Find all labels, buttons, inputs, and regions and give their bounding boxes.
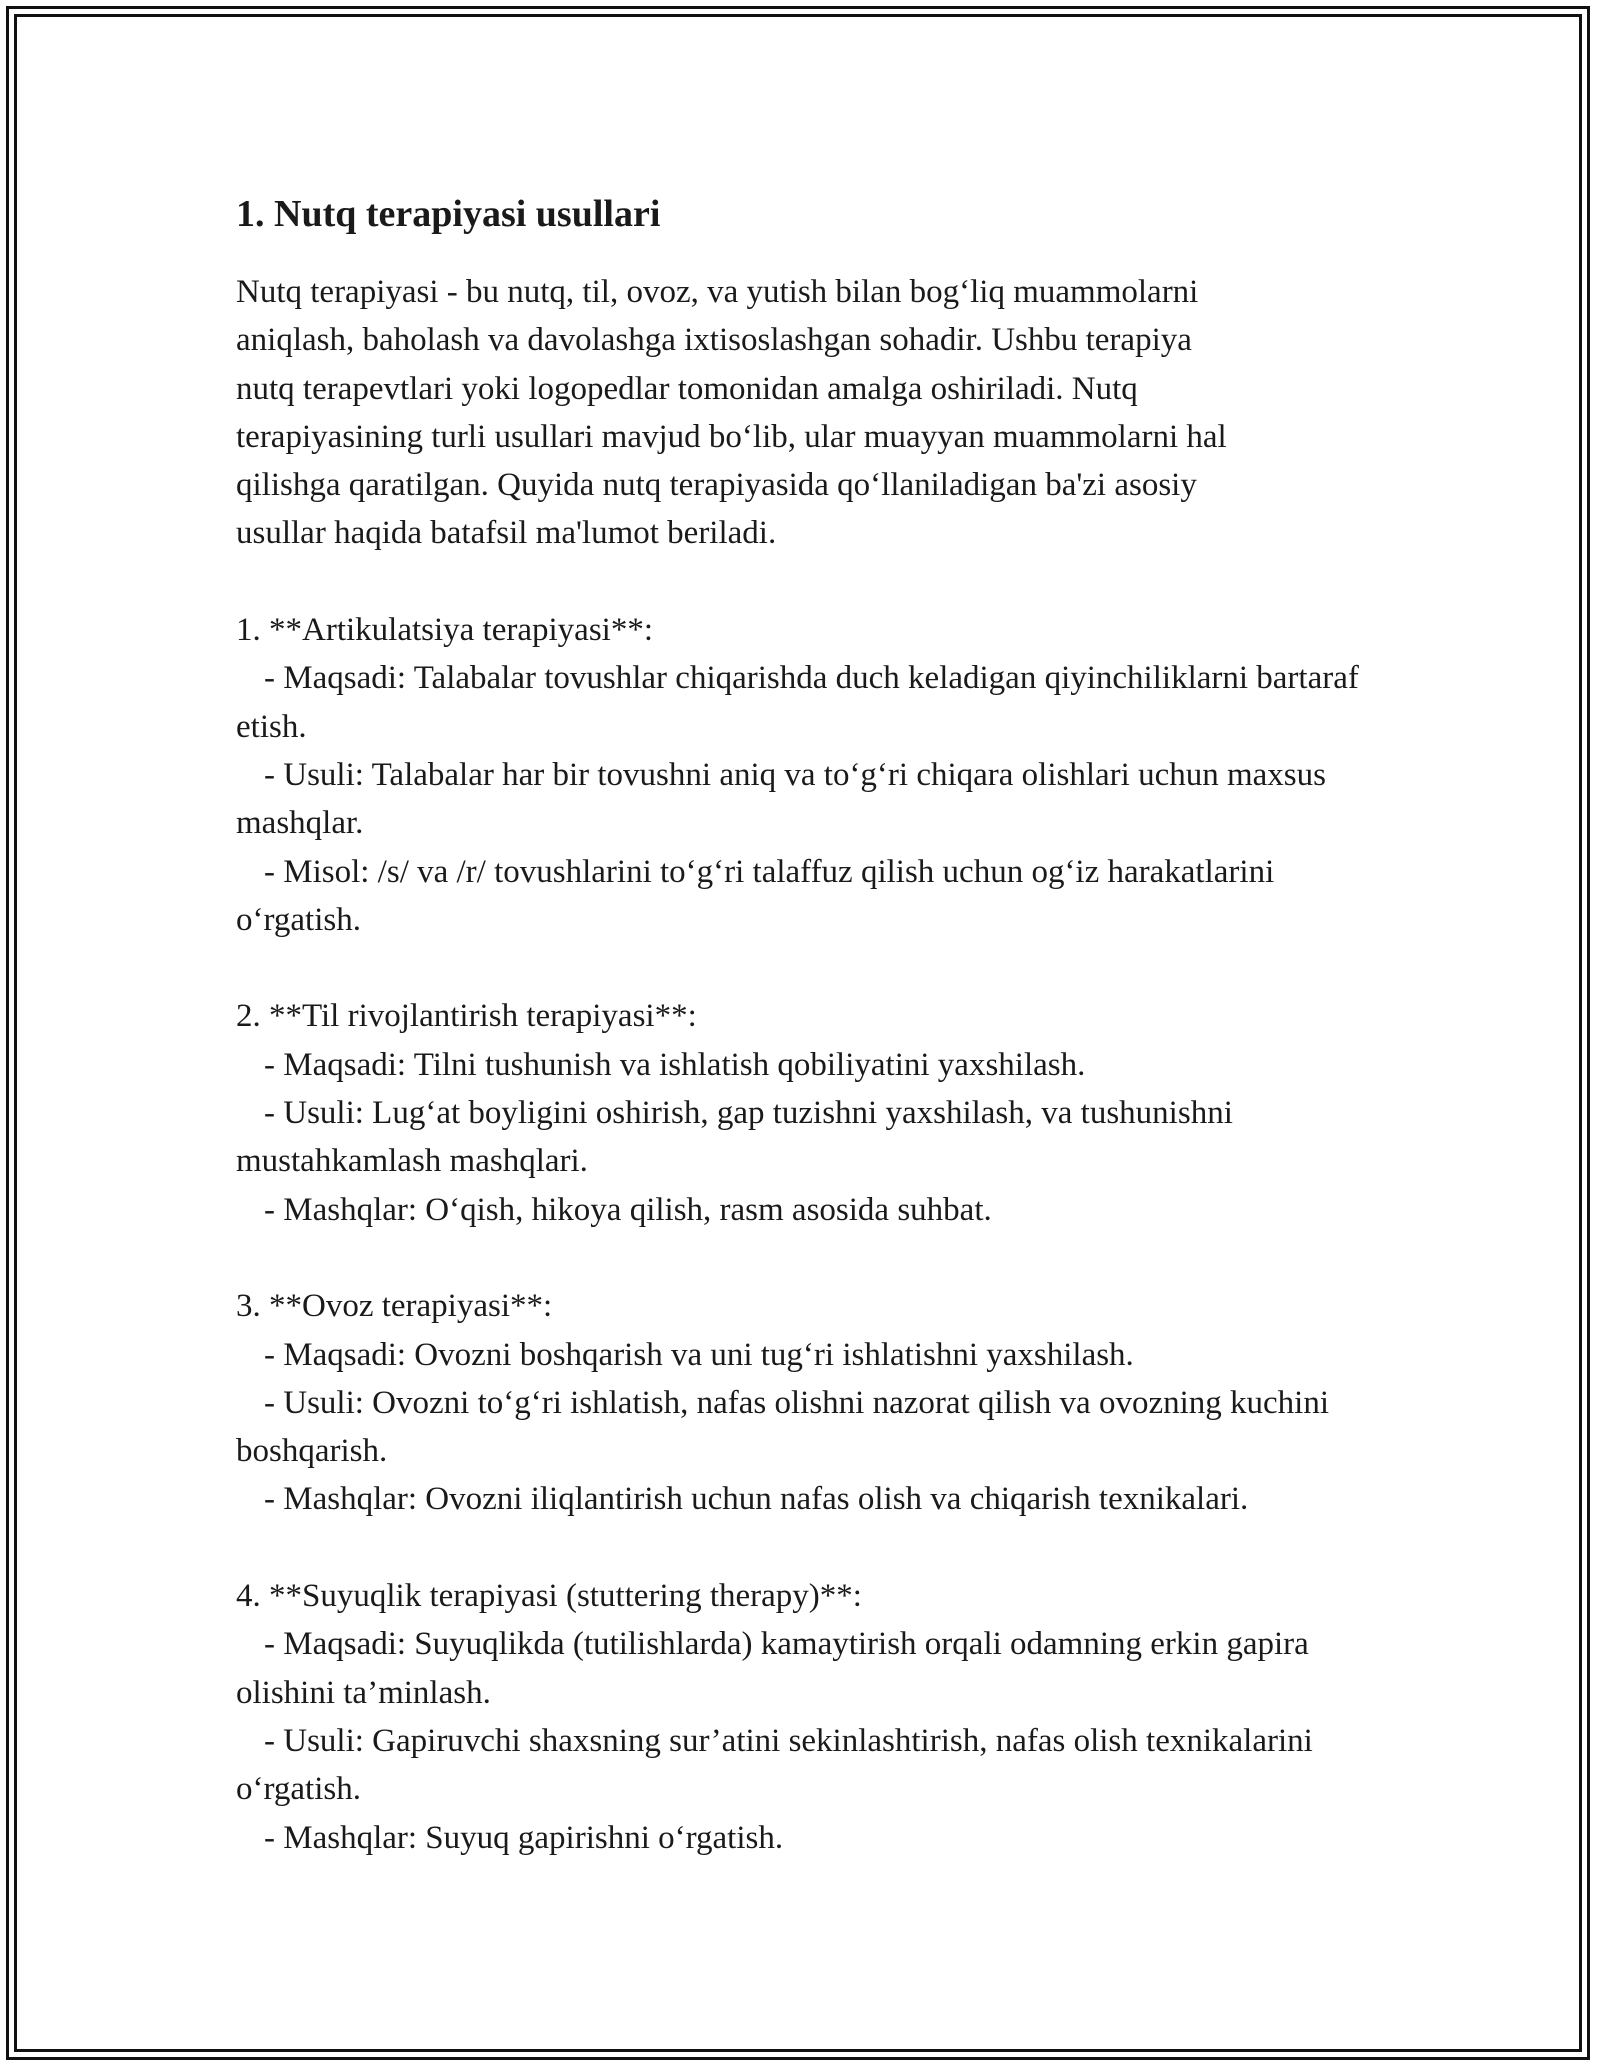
section-item: - Misol: /s/ va /r/ tovushlarini to‘g‘ri talaffuz qilish uchun og‘iz harakatlarini o‘rgatish. bbox=[236, 853, 1275, 938]
intro-line: Nutq terapiyasi - bu nutq, til, ovoz, va yutish bilan bog‘liq muammolarni bbox=[236, 274, 1199, 310]
section-title: 4. **Suyuqlik terapiyasi (stuttering therapy)**: bbox=[236, 1578, 862, 1615]
spacer bbox=[236, 558, 1406, 606]
section-item: - Usuli: Gapiruvchi shaxsning sur’atini sekinlashtirish, nafas olish texnikalarini o‘rgatish. bbox=[236, 1722, 1313, 1808]
section-item: - Usuli: Lug‘at boyligini oshirish, gap tuzishni yaxshilash, va tushunishni mustahkamlash mashqlari. bbox=[236, 1095, 1233, 1180]
intro-line: nutq terapevtlari yoki logopedlar tomonidan amalga oshiriladi. Nutq bbox=[236, 370, 1138, 407]
section-language bbox=[236, 992, 1406, 1233]
section-articulation bbox=[236, 606, 1406, 944]
section-item: - Mashqlar: Suyuq gapirishni o‘rgatish. bbox=[264, 1819, 784, 1856]
intro-line: aniqlash, baholash va davolashga ixtisoslashgan sohadir. Ushbu terapiya bbox=[236, 322, 1192, 359]
intro-line: qilishga qaratilgan. Quyida nutq terapiyasida qo‘llaniladigan ba'zi asosiy bbox=[236, 467, 1197, 504]
section-item: - Mashqlar: O‘qish, hikoya qilish, rasm asosida suhbat. bbox=[264, 1191, 992, 1228]
section-item: - Maqsadi: Talabalar tovushlar chiqarishda duch keladigan qiyinchiliklarni bartaraf etish. bbox=[236, 660, 1359, 745]
intro-line: usullar haqida batafsil ma'lumot beriladi. bbox=[236, 515, 777, 552]
spacer bbox=[236, 1234, 1406, 1282]
section-item: - Usuli: Ovozni to‘g‘ri ishlatish, nafas olishni nazorat qilish va ovozning kuchini boshqarish. bbox=[236, 1384, 1329, 1470]
section-title: 2. **Til rivojlantirish terapiyasi**: bbox=[236, 998, 697, 1035]
document-body bbox=[236, 186, 1406, 1862]
section-title: 3. **Ovoz terapiyasi**: bbox=[236, 1288, 553, 1325]
section-item: - Mashqlar: Ovozni iliqlantirish uchun nafas olish va chiqarish texnikalari. bbox=[264, 1481, 1249, 1518]
section-item: - Usuli: Talabalar har bir tovushni aniq va to‘g‘ri chiqara olishlari uchun maxsus mashqlar. bbox=[236, 756, 1326, 842]
section-fluency bbox=[236, 1572, 1406, 1862]
intro-line: terapiyasining turli usullari mavjud bo‘lib, ular muayyan muammolarni hal bbox=[236, 418, 1227, 455]
spacer bbox=[236, 944, 1406, 992]
section-item: - Maqsadi: Suyuqlikda (tutilishlarda) kamaytirish orqali odamning erkin gapira olishini ta’minlash. bbox=[236, 1626, 1309, 1711]
section-item: - Maqsadi: Tilni tushunish va ishlatish qobiliyatini yaxshilash. bbox=[264, 1046, 1086, 1083]
page-title: 1. Nutq terapiyasi usullari bbox=[236, 193, 661, 235]
section-item: - Maqsadi: Ovozni boshqarish va uni tug‘ri ishlatishni yaxshilash. bbox=[264, 1336, 1134, 1373]
spacer bbox=[236, 1524, 1406, 1572]
intro-paragraph bbox=[236, 268, 1406, 558]
section-title: 1. **Artikulatsiya terapiyasi**: bbox=[236, 612, 653, 649]
section-voice bbox=[236, 1282, 1406, 1523]
